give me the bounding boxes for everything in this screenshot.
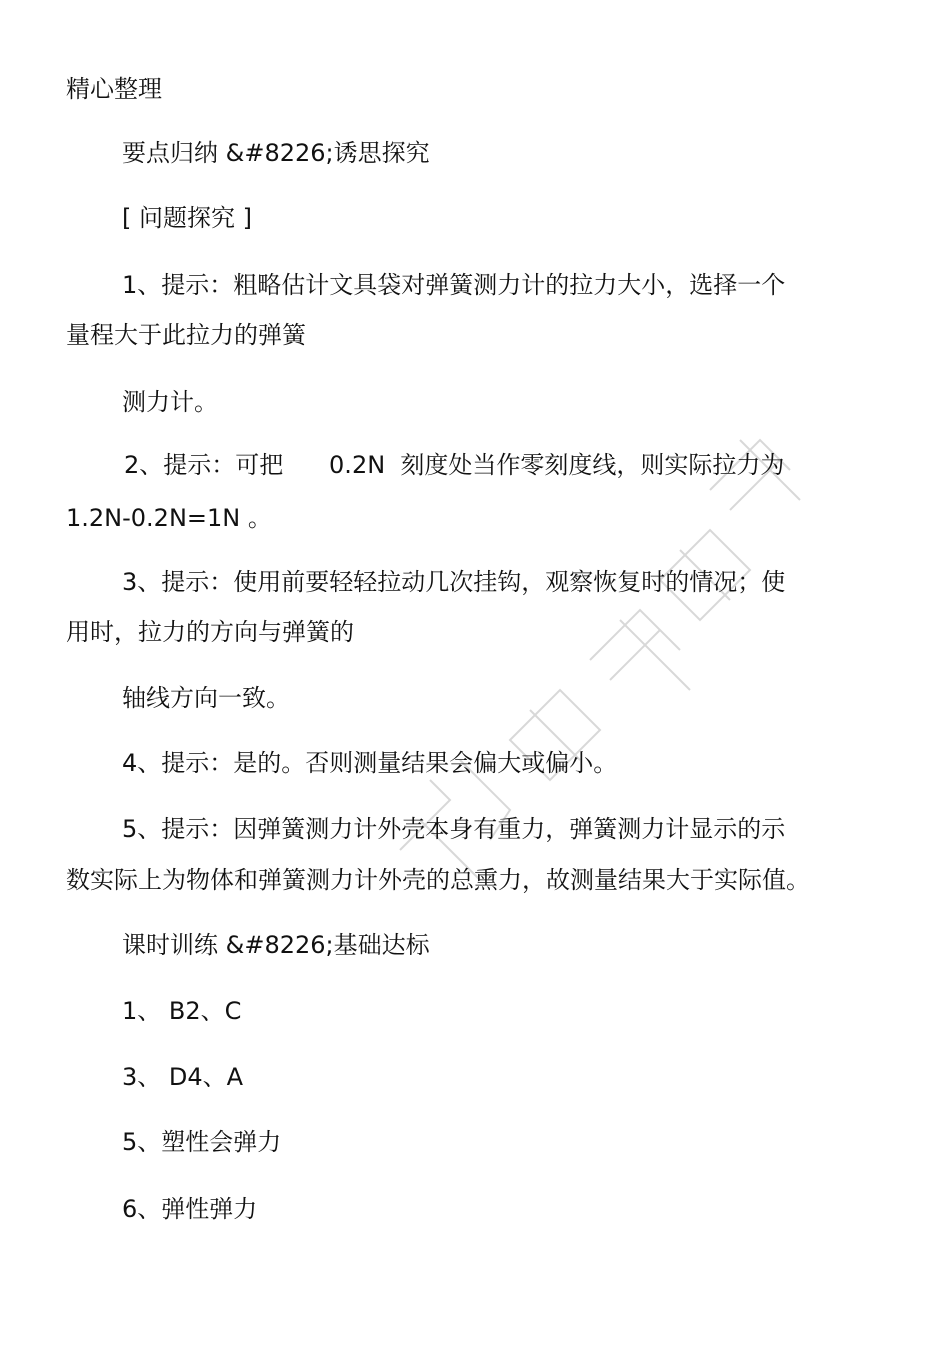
training-answer-3-4: 3、 D4、A xyxy=(122,1063,244,1091)
subsection-heading-inquiry: [ 问题探究 ] xyxy=(122,204,252,232)
answer-4: 4、提示：是的。否则测量结果会偏大或偏小。 xyxy=(122,749,618,777)
training-answer-5: 5、塑性会弹力 xyxy=(122,1128,282,1156)
training-answer-1-2: 1、 B2、C xyxy=(122,997,242,1025)
training-answer-6: 6、弹性弹力 xyxy=(122,1195,258,1223)
answer-1-line-1: 1、提示：粗略估计文具袋对弹簧测力计的拉力大小，选择一个 xyxy=(122,271,786,299)
answer-5-line-1: 5、提示：因弹簧测力计外壳本身有重力，弹簧测力计显示的示 xyxy=(122,815,786,843)
answer-3-line-2: 用时，拉力的方向与弹簧的 xyxy=(66,618,354,646)
answer-2-line-2: 1.2N-0.2N=1N 。 xyxy=(66,504,272,532)
answer-5-line-2: 数实际上为物体和弹簧测力计外壳的总熏力，故测量结果大于实际值。 xyxy=(66,866,810,894)
answer-2-line-1: 2、提示：可把 0.2N 刻度处当作零刻度线，则实际拉力为 xyxy=(124,451,785,479)
answer-1-line-3: 测力计。 xyxy=(122,388,218,416)
page-header: 精心整理 xyxy=(66,75,162,103)
section-heading-class-training: 课时训练 &#8226;基础达标 xyxy=(122,931,430,959)
answer-1-line-2: 量程大于此拉力的弹簧 xyxy=(66,321,306,349)
answer-3-line-3: 轴线方向一致。 xyxy=(122,684,290,712)
section-heading-key-points: 要点归纳 &#8226;诱思探究 xyxy=(122,139,430,167)
answer-3-line-1: 3、提示：使用前要轻轻拉动几次挂钩，观察恢复时的情况；使 xyxy=(122,568,786,596)
